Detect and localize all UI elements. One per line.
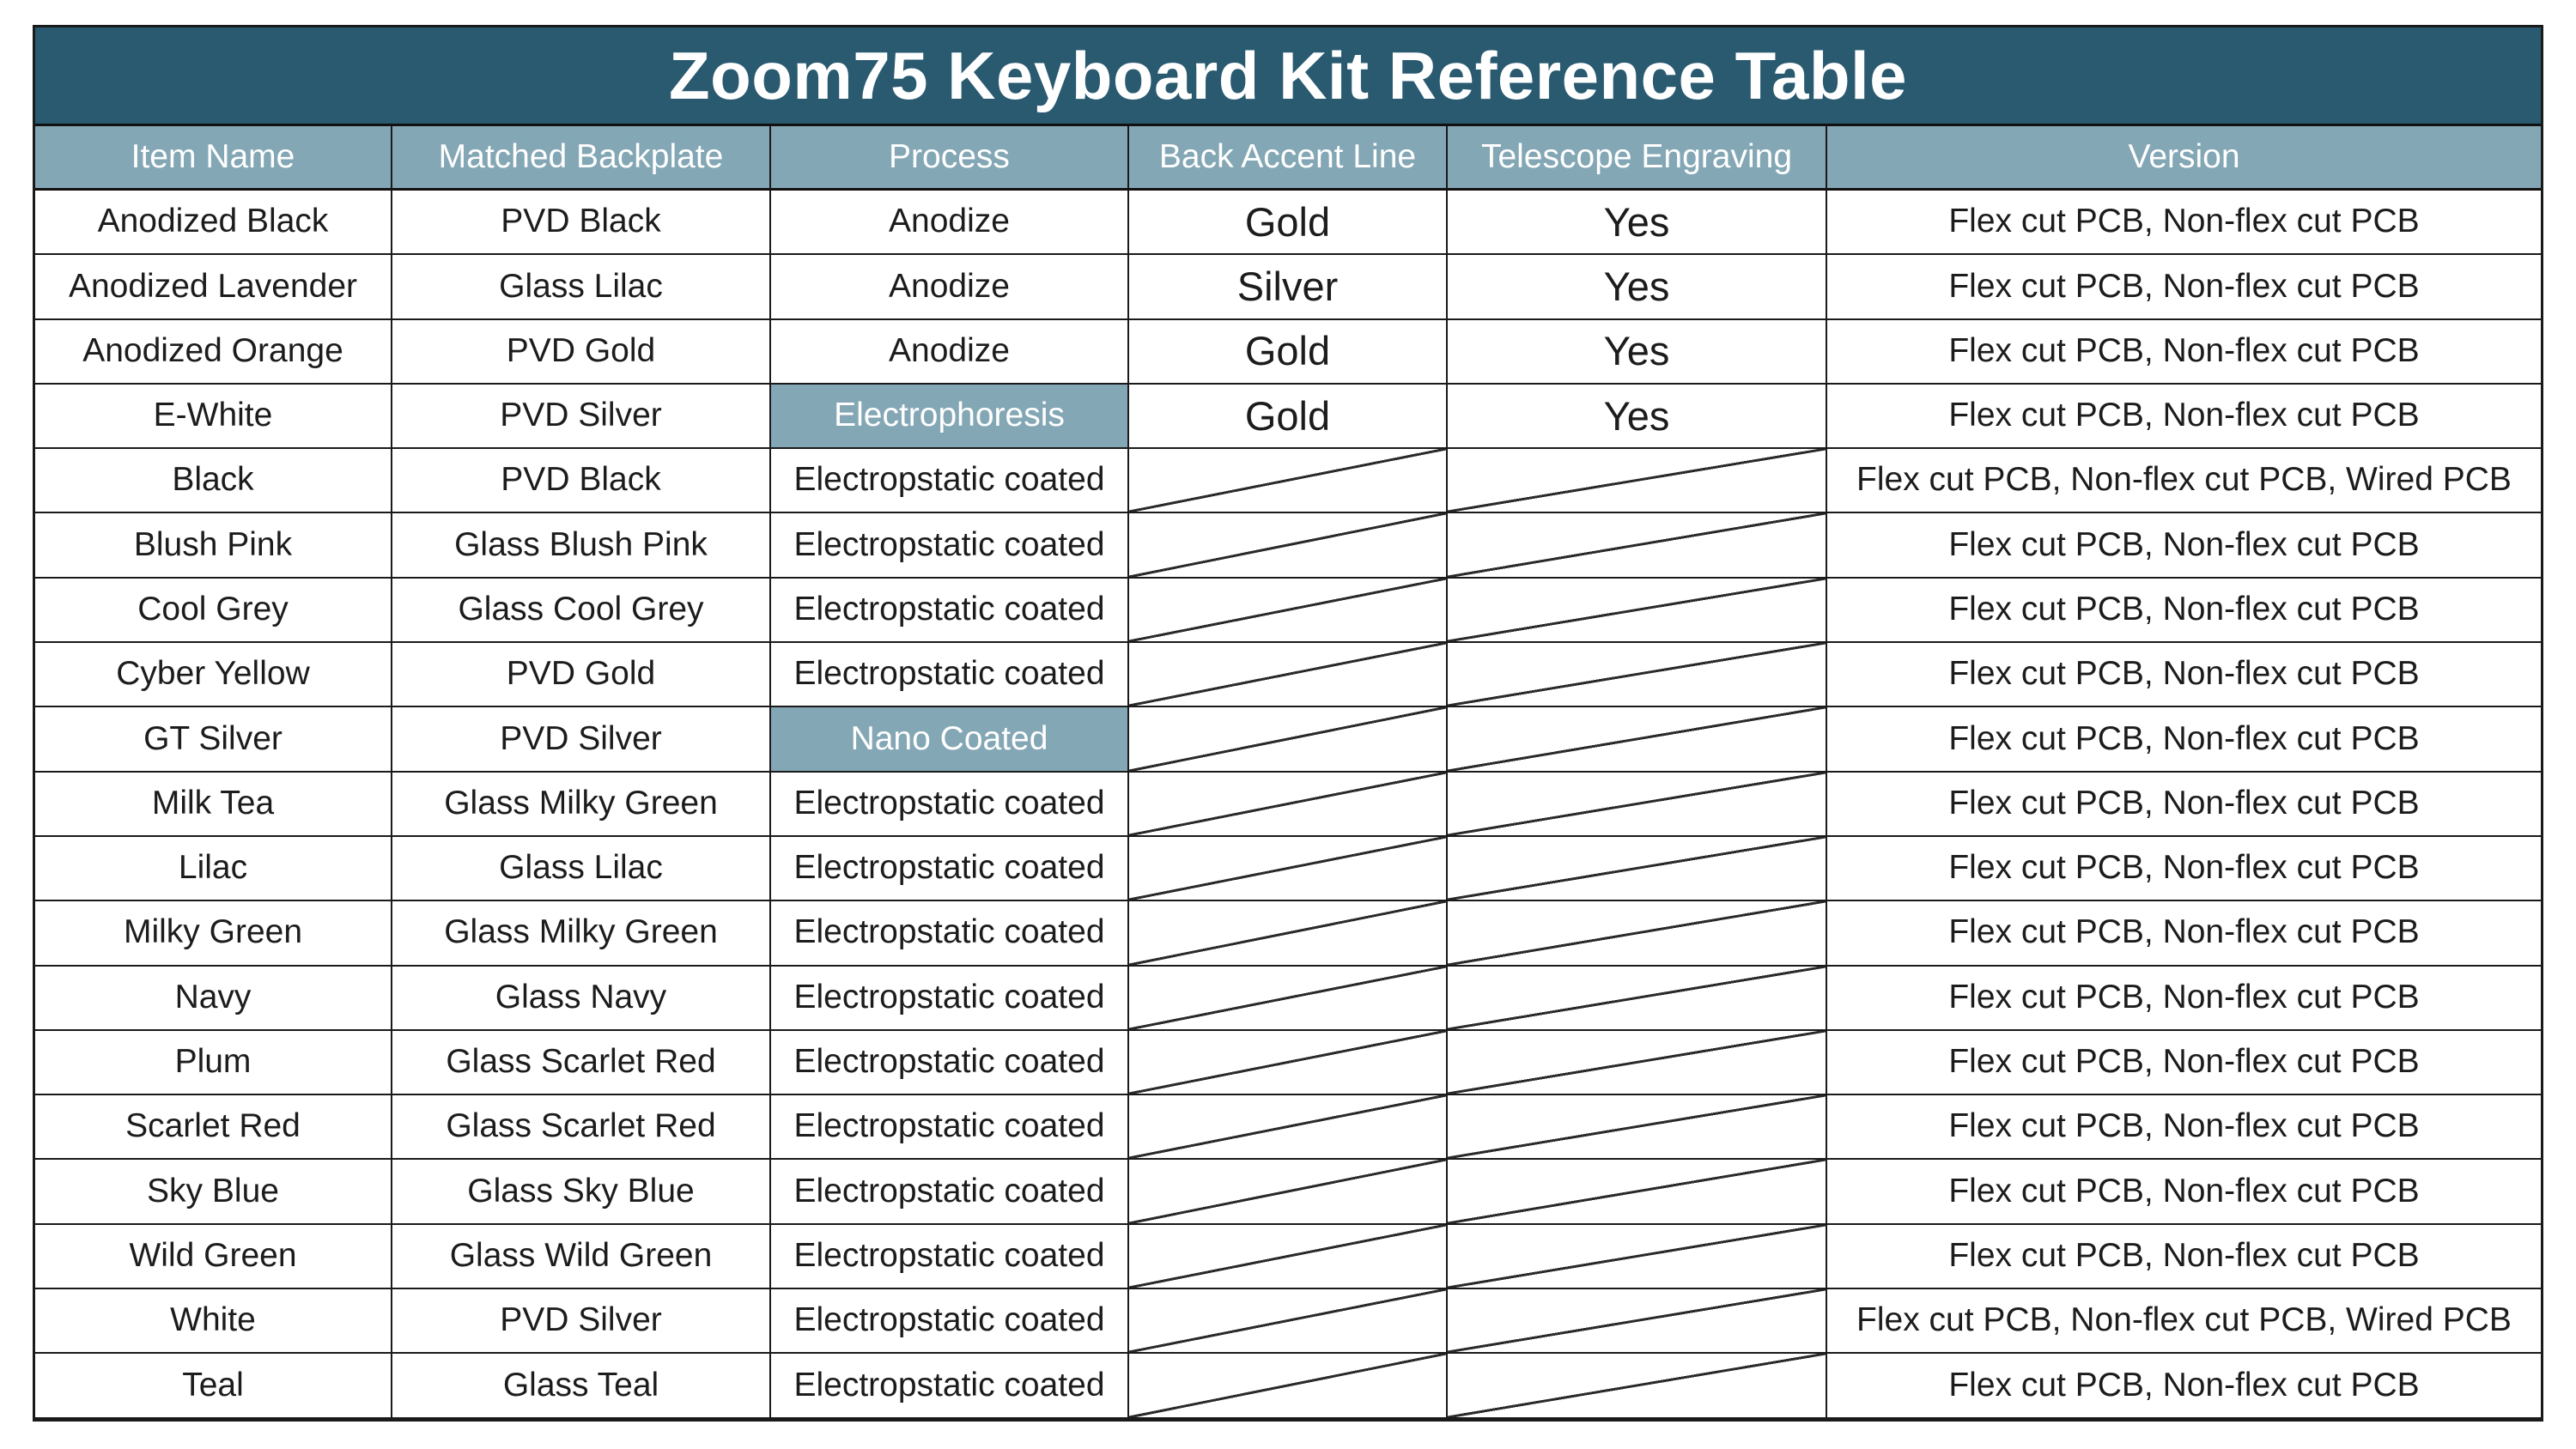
cell-version: Flex cut PCB, Non-flex cut PCB [1827, 1354, 2541, 1418]
na-diagonal-cell-back-accent-line [1129, 1095, 1448, 1160]
na-diagonal-cell-back-accent-line [1129, 837, 1448, 901]
cell-process: Electropstatic coated [771, 1289, 1129, 1354]
column-header-process: Process [771, 126, 1129, 191]
na-diagonal-cell-telescope-engraving [1448, 1354, 1827, 1418]
cell-item-name: White [35, 1289, 392, 1354]
cell-item-name: Cool Grey [35, 579, 392, 643]
na-diagonal-cell-telescope-engraving [1448, 1031, 1827, 1095]
cell-version: Flex cut PCB, Non-flex cut PCB [1827, 191, 2541, 255]
na-diagonal-cell-telescope-engraving [1448, 449, 1827, 513]
cell-back-accent-line: Silver [1129, 255, 1448, 319]
cell-item-name: Anodized Black [35, 191, 392, 255]
cell-matched-backplate: Glass Milky Green [392, 773, 771, 837]
cell-telescope-engraving: Yes [1448, 255, 1827, 319]
cell-process: Electropstatic coated [771, 1160, 1129, 1224]
na-diagonal-cell-telescope-engraving [1448, 837, 1827, 901]
na-diagonal-cell-back-accent-line [1129, 1354, 1448, 1418]
cell-telescope-engraving: Yes [1448, 385, 1827, 449]
cell-item-name: Cyber Yellow [35, 643, 392, 707]
na-diagonal-cell-telescope-engraving [1448, 773, 1827, 837]
na-diagonal-cell-back-accent-line [1129, 513, 1448, 578]
na-diagonal-cell-telescope-engraving [1448, 1225, 1827, 1289]
page-title: Zoom75 Keyboard Kit Reference Table [35, 27, 2541, 126]
cell-item-name: Milk Tea [35, 773, 392, 837]
cell-matched-backplate: Glass Cool Grey [392, 579, 771, 643]
cell-process: Electropstatic coated [771, 1095, 1129, 1160]
cell-process: Anodize [771, 320, 1129, 385]
cell-item-name: Blush Pink [35, 513, 392, 578]
cell-version: Flex cut PCB, Non-flex cut PCB [1827, 837, 2541, 901]
cell-matched-backplate: PVD Silver [392, 385, 771, 449]
cell-process: Electropstatic coated [771, 901, 1129, 966]
cell-telescope-engraving: Yes [1448, 320, 1827, 385]
cell-process: Anodize [771, 255, 1129, 319]
na-diagonal-cell-back-accent-line [1129, 773, 1448, 837]
na-diagonal-cell-back-accent-line [1129, 449, 1448, 513]
table-header-row [35, 126, 2541, 191]
cell-version: Flex cut PCB, Non-flex cut PCB [1827, 1225, 2541, 1289]
cell-item-name: Navy [35, 967, 392, 1031]
cell-item-name: Lilac [35, 837, 392, 901]
column-header-matched-backplate: Matched Backplate [392, 126, 771, 191]
cell-version: Flex cut PCB, Non-flex cut PCB [1827, 643, 2541, 707]
table-body [35, 191, 2541, 1419]
cell-matched-backplate: PVD Gold [392, 320, 771, 385]
cell-matched-backplate: Glass Navy [392, 967, 771, 1031]
na-diagonal-cell-back-accent-line [1129, 901, 1448, 966]
cell-process: Electropstatic coated [771, 579, 1129, 643]
cell-process: Electropstatic coated [771, 837, 1129, 901]
cell-back-accent-line: Gold [1129, 191, 1448, 255]
cell-back-accent-line: Gold [1129, 385, 1448, 449]
cell-version: Flex cut PCB, Non-flex cut PCB [1827, 1031, 2541, 1095]
cell-item-name: Anodized Orange [35, 320, 392, 385]
cell-process: Electropstatic coated [771, 449, 1129, 513]
na-diagonal-cell-back-accent-line [1129, 1289, 1448, 1354]
na-diagonal-cell-back-accent-line [1129, 1225, 1448, 1289]
cell-telescope-engraving: Yes [1448, 191, 1827, 255]
na-diagonal-cell-telescope-engraving [1448, 1289, 1827, 1354]
cell-matched-backplate: Glass Scarlet Red [392, 1031, 771, 1095]
cell-matched-backplate: Glass Milky Green [392, 901, 771, 966]
column-header-back-accent-line: Back Accent Line [1129, 126, 1448, 191]
cell-process: Electropstatic coated [771, 1225, 1129, 1289]
cell-version: Flex cut PCB, Non-flex cut PCB [1827, 320, 2541, 385]
na-diagonal-cell-telescope-engraving [1448, 967, 1827, 1031]
na-diagonal-cell-back-accent-line [1129, 643, 1448, 707]
na-diagonal-cell-back-accent-line [1129, 1160, 1448, 1224]
na-diagonal-cell-back-accent-line [1129, 1031, 1448, 1095]
cell-version: Flex cut PCB, Non-flex cut PCB [1827, 579, 2541, 643]
cell-version: Flex cut PCB, Non-flex cut PCB [1827, 513, 2541, 578]
cell-matched-backplate: Glass Lilac [392, 255, 771, 319]
na-diagonal-cell-telescope-engraving [1448, 643, 1827, 707]
cell-version: Flex cut PCB, Non-flex cut PCB, Wired PCB [1827, 449, 2541, 513]
cell-version: Flex cut PCB, Non-flex cut PCB [1827, 707, 2541, 772]
cell-matched-backplate: Glass Lilac [392, 837, 771, 901]
cell-version: Flex cut PCB, Non-flex cut PCB [1827, 1095, 2541, 1160]
na-diagonal-cell-telescope-engraving [1448, 513, 1827, 578]
na-diagonal-cell-back-accent-line [1129, 967, 1448, 1031]
cell-version: Flex cut PCB, Non-flex cut PCB [1827, 901, 2541, 966]
column-header-item-name: Item Name [35, 126, 392, 191]
cell-process: Electropstatic coated [771, 1031, 1129, 1095]
cell-process: Nano Coated [771, 707, 1129, 772]
cell-matched-backplate: Glass Scarlet Red [392, 1095, 771, 1160]
cell-matched-backplate: PVD Gold [392, 643, 771, 707]
cell-version: Flex cut PCB, Non-flex cut PCB [1827, 255, 2541, 319]
cell-item-name: E-White [35, 385, 392, 449]
na-diagonal-cell-telescope-engraving [1448, 579, 1827, 643]
cell-matched-backplate: Glass Wild Green [392, 1225, 771, 1289]
cell-matched-backplate: Glass Blush Pink [392, 513, 771, 578]
column-header-telescope-engraving: Telescope Engraving [1448, 126, 1827, 191]
cell-matched-backplate: Glass Teal [392, 1354, 771, 1418]
cell-version: Flex cut PCB, Non-flex cut PCB [1827, 773, 2541, 837]
cell-process: Electropstatic coated [771, 967, 1129, 1031]
cell-process: Electrophoresis [771, 385, 1129, 449]
cell-version: Flex cut PCB, Non-flex cut PCB [1827, 1160, 2541, 1224]
cell-process: Electropstatic coated [771, 1354, 1129, 1418]
cell-item-name: Teal [35, 1354, 392, 1418]
cell-process: Anodize [771, 191, 1129, 255]
cell-matched-backplate: PVD Silver [392, 707, 771, 772]
cell-version: Flex cut PCB, Non-flex cut PCB [1827, 385, 2541, 449]
na-diagonal-cell-telescope-engraving [1448, 1160, 1827, 1224]
cell-item-name: Anodized Lavender [35, 255, 392, 319]
na-diagonal-cell-telescope-engraving [1448, 707, 1827, 772]
cell-item-name: Milky Green [35, 901, 392, 966]
cell-process: Electropstatic coated [771, 643, 1129, 707]
cell-process: Electropstatic coated [771, 513, 1129, 578]
cell-matched-backplate: PVD Black [392, 449, 771, 513]
cell-item-name: Plum [35, 1031, 392, 1095]
cell-matched-backplate: PVD Black [392, 191, 771, 255]
cell-item-name: GT Silver [35, 707, 392, 772]
cell-matched-backplate: Glass Sky Blue [392, 1160, 771, 1224]
column-header-version: Version [1827, 126, 2541, 191]
cell-back-accent-line: Gold [1129, 320, 1448, 385]
cell-version: Flex cut PCB, Non-flex cut PCB [1827, 967, 2541, 1031]
na-diagonal-cell-back-accent-line [1129, 579, 1448, 643]
cell-item-name: Black [35, 449, 392, 513]
cell-item-name: Scarlet Red [35, 1095, 392, 1160]
na-diagonal-cell-telescope-engraving [1448, 1095, 1827, 1160]
na-diagonal-cell-back-accent-line [1129, 707, 1448, 772]
cell-matched-backplate: PVD Silver [392, 1289, 771, 1354]
cell-version: Flex cut PCB, Non-flex cut PCB, Wired PCB [1827, 1289, 2541, 1354]
cell-item-name: Wild Green [35, 1225, 392, 1289]
cell-process: Electropstatic coated [771, 773, 1129, 837]
cell-item-name: Sky Blue [35, 1160, 392, 1224]
reference-table [33, 25, 2543, 1422]
na-diagonal-cell-telescope-engraving [1448, 901, 1827, 966]
